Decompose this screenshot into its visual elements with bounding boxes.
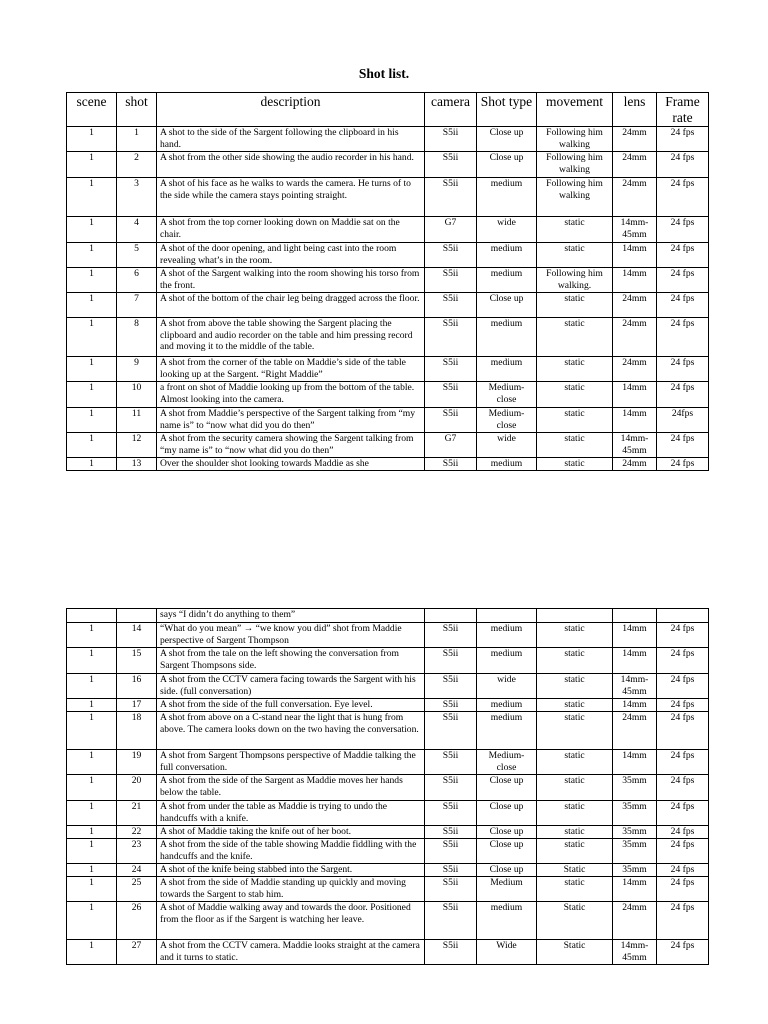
cell-scene: 1 xyxy=(67,623,117,648)
cell-lens: 14mm xyxy=(613,243,657,268)
column-header-camera: camera xyxy=(425,93,477,127)
cell-shot-type: medium xyxy=(477,178,537,217)
cell-scene: 1 xyxy=(67,243,117,268)
cell-scene: 1 xyxy=(67,775,117,801)
cell-shot: 24 xyxy=(117,864,157,877)
table-row xyxy=(67,826,709,839)
cell-lens: 14mm-45mm xyxy=(613,674,657,699)
cell-lens: 24mm xyxy=(613,293,657,318)
cell-shot: 21 xyxy=(117,801,157,826)
cell-scene: 1 xyxy=(67,382,117,408)
cell-camera: S5ii xyxy=(425,750,477,775)
cell-frame-rate: 24 fps xyxy=(657,940,709,965)
cell-frame-rate: 24 fps xyxy=(657,801,709,826)
cell-camera: S5ii xyxy=(425,864,477,877)
cell-shot: 26 xyxy=(117,902,157,940)
cell-scene: 1 xyxy=(67,268,117,293)
cell-description: A shot of the door opening, and light being cast into the room revealing what’s in the room. xyxy=(157,243,425,268)
cell-description: A shot from the security camera showing the Sargent talking from “my name is” to “now what did you do then” xyxy=(157,433,425,458)
cell-shot-type: Close up xyxy=(477,864,537,877)
cell-description: A shot from the corner of the table on Maddie’s side of the table looking up at the Sargent. “Right Maddie” xyxy=(157,357,425,382)
shot-list-table xyxy=(66,92,709,471)
cell-scene: 1 xyxy=(67,357,117,382)
cell-camera: S5ii xyxy=(425,712,477,750)
cell-frame-rate: 24 fps xyxy=(657,293,709,318)
cell-movement: static xyxy=(537,357,613,382)
cell-shot: 15 xyxy=(117,648,157,674)
cell-scene: 1 xyxy=(67,318,117,357)
cell-frame-rate: 24 fps xyxy=(657,826,709,839)
cell-shot-type: Wide xyxy=(477,940,537,965)
cell-description: A shot from the top corner looking down on Maddie sat on the chair. xyxy=(157,217,425,243)
cell-frame-rate xyxy=(657,609,709,623)
table-header-row xyxy=(67,93,709,127)
cell-lens: 24mm xyxy=(613,318,657,357)
cell-shot-type xyxy=(477,609,537,623)
cell-scene: 1 xyxy=(67,877,117,902)
table-row xyxy=(67,775,709,801)
cell-shot: 19 xyxy=(117,750,157,775)
cell-description: Over the shoulder shot looking towards Maddie as she xyxy=(157,458,425,471)
cell-lens: 24mm xyxy=(613,458,657,471)
cell-lens: 24mm xyxy=(613,178,657,217)
cell-scene: 1 xyxy=(67,674,117,699)
cell-description: A shot from above on a C-stand near the light that is hung from above. The camera looks down on the two having the conversation. xyxy=(157,712,425,750)
table-row xyxy=(67,178,709,217)
cell-frame-rate: 24 fps xyxy=(657,712,709,750)
table-row xyxy=(67,864,709,877)
cell-movement: static xyxy=(537,839,613,864)
table-row xyxy=(67,839,709,864)
cell-shot: 10 xyxy=(117,382,157,408)
cell-description: A shot of the knife being stabbed into the Sargent. xyxy=(157,864,425,877)
cell-description: A shot from the side of the table showing Maddie fiddling with the handcuffs and the knife. xyxy=(157,839,425,864)
cell-shot-type: Close up xyxy=(477,775,537,801)
cell-shot-type: Medium-close xyxy=(477,382,537,408)
cell-description: A shot of the Sargent walking into the room showing his torso from the front. xyxy=(157,268,425,293)
cell-camera: S5ii xyxy=(425,318,477,357)
cell-frame-rate: 24 fps xyxy=(657,357,709,382)
cell-frame-rate: 24 fps xyxy=(657,623,709,648)
cell-description: says “I didn’t do anything to them” xyxy=(157,609,425,623)
cell-frame-rate: 24 fps xyxy=(657,178,709,217)
cell-shot-type: medium xyxy=(477,623,537,648)
cell-description: A shot from the side of Maddie standing up quickly and moving towards the Sargent to stab him. xyxy=(157,877,425,902)
cell-shot-type: medium xyxy=(477,357,537,382)
column-header-scene: scene xyxy=(67,93,117,127)
cell-description: A shot of his face as he walks to wards the camera. He turns of to the side while the camera stays pointing straight. xyxy=(157,178,425,217)
page-title: Shot list. xyxy=(358,66,410,81)
cell-shot: 2 xyxy=(117,152,157,178)
cell-lens: 35mm xyxy=(613,839,657,864)
column-header-movement: movement xyxy=(537,93,613,127)
table-row xyxy=(67,357,709,382)
cell-scene: 1 xyxy=(67,408,117,433)
cell-movement: static xyxy=(537,699,613,712)
cell-camera: S5ii xyxy=(425,775,477,801)
cell-lens: 14mm xyxy=(613,877,657,902)
cell-movement: static xyxy=(537,243,613,268)
table-row xyxy=(67,750,709,775)
cell-shot-type: medium xyxy=(477,699,537,712)
cell-description: A shot from above the table showing the Sargent placing the clipboard and audio recorder on the table and him pressing record and moving it to the middle of the table. xyxy=(157,318,425,357)
cell-camera: S5ii xyxy=(425,243,477,268)
cell-movement: static xyxy=(537,217,613,243)
table-row xyxy=(67,293,709,318)
cell-frame-rate: 24 fps xyxy=(657,864,709,877)
cell-shot-type: Close up xyxy=(477,152,537,178)
cell-description: A shot from the other side showing the audio recorder in his hand. xyxy=(157,152,425,178)
cell-shot-type: medium xyxy=(477,712,537,750)
cell-shot: 4 xyxy=(117,217,157,243)
cell-lens: 14mm-45mm xyxy=(613,940,657,965)
cell-camera: G7 xyxy=(425,433,477,458)
cell-frame-rate: 24 fps xyxy=(657,318,709,357)
cell-shot-type: Close up xyxy=(477,801,537,826)
cell-scene: 1 xyxy=(67,648,117,674)
cell-movement: static xyxy=(537,293,613,318)
table-row xyxy=(67,318,709,357)
table-row xyxy=(67,609,709,623)
table-row xyxy=(67,648,709,674)
table-row xyxy=(67,712,709,750)
cell-movement: Following him walking xyxy=(537,127,613,152)
table-row xyxy=(67,458,709,471)
cell-movement xyxy=(537,609,613,623)
cell-shot: 20 xyxy=(117,775,157,801)
cell-shot: 14 xyxy=(117,623,157,648)
cell-description: A shot of the bottom of the chair leg being dragged across the floor. xyxy=(157,293,425,318)
cell-shot-type: wide xyxy=(477,433,537,458)
cell-shot-type: medium xyxy=(477,268,537,293)
cell-description: A shot from the side of the Sargent as Maddie moves her hands below the table. xyxy=(157,775,425,801)
cell-shot xyxy=(117,609,157,623)
cell-frame-rate: 24 fps xyxy=(657,458,709,471)
shot-list-table-continued xyxy=(66,608,709,965)
cell-scene: 1 xyxy=(67,217,117,243)
cell-description: A shot from under the table as Maddie is trying to undo the handcuffs with a knife. xyxy=(157,801,425,826)
cell-lens: 14mm xyxy=(613,382,657,408)
cell-shot-type: wide xyxy=(477,217,537,243)
cell-lens: 24mm xyxy=(613,902,657,940)
cell-lens: 14mm xyxy=(613,268,657,293)
table-row xyxy=(67,152,709,178)
cell-scene: 1 xyxy=(67,826,117,839)
cell-shot-type: Close up xyxy=(477,826,537,839)
cell-shot: 27 xyxy=(117,940,157,965)
cell-shot: 6 xyxy=(117,268,157,293)
cell-camera: S5ii xyxy=(425,408,477,433)
cell-camera: S5ii xyxy=(425,382,477,408)
cell-shot-type: Close up xyxy=(477,293,537,318)
cell-frame-rate: 24 fps xyxy=(657,152,709,178)
cell-frame-rate: 24 fps xyxy=(657,382,709,408)
column-header-description: description xyxy=(157,93,425,127)
cell-camera: S5ii xyxy=(425,178,477,217)
cell-shot: 11 xyxy=(117,408,157,433)
cell-description: a front on shot of Maddie looking up from the bottom of the table. Almost looking into the camera. xyxy=(157,382,425,408)
cell-scene: 1 xyxy=(67,712,117,750)
cell-camera: S5ii xyxy=(425,623,477,648)
cell-shot: 13 xyxy=(117,458,157,471)
cell-shot: 3 xyxy=(117,178,157,217)
cell-lens: 24mm xyxy=(613,357,657,382)
cell-camera: S5ii xyxy=(425,293,477,318)
cell-description: A shot of Maddie taking the knife out of her boot. xyxy=(157,826,425,839)
cell-lens: 14mm xyxy=(613,699,657,712)
column-header-shot: shot xyxy=(117,93,157,127)
cell-camera: S5ii xyxy=(425,648,477,674)
table-row xyxy=(67,127,709,152)
cell-description: A shot from the tale on the left showing the conversation from Sargent Thompsons side. xyxy=(157,648,425,674)
cell-camera: G7 xyxy=(425,217,477,243)
cell-description: A shot from the CCTV camera facing towards the Sargent with his side. (full conversation) xyxy=(157,674,425,699)
cell-movement: Following him walking. xyxy=(537,268,613,293)
cell-shot: 7 xyxy=(117,293,157,318)
cell-lens: 14mm xyxy=(613,623,657,648)
cell-lens xyxy=(613,609,657,623)
cell-description: A shot from Sargent Thompsons perspective of Maddie talking the full conversation. xyxy=(157,750,425,775)
cell-movement: static xyxy=(537,801,613,826)
cell-camera: S5ii xyxy=(425,839,477,864)
cell-shot-type: medium xyxy=(477,318,537,357)
cell-scene: 1 xyxy=(67,750,117,775)
cell-scene: 1 xyxy=(67,902,117,940)
cell-description: “What do you mean” → “we know you did” shot from Maddie perspective of Sargent Thompson xyxy=(157,623,425,648)
cell-frame-rate: 24 fps xyxy=(657,839,709,864)
cell-scene: 1 xyxy=(67,178,117,217)
cell-shot: 17 xyxy=(117,699,157,712)
column-header-lens: lens xyxy=(613,93,657,127)
cell-movement: Static xyxy=(537,864,613,877)
cell-scene: 1 xyxy=(67,864,117,877)
cell-lens: 14mm-45mm xyxy=(613,217,657,243)
cell-camera: S5ii xyxy=(425,801,477,826)
cell-camera xyxy=(425,609,477,623)
cell-frame-rate: 24 fps xyxy=(657,217,709,243)
table-row xyxy=(67,801,709,826)
cell-frame-rate: 24 fps xyxy=(657,674,709,699)
cell-camera: S5ii xyxy=(425,152,477,178)
cell-camera: S5ii xyxy=(425,127,477,152)
cell-shot-type: Close up xyxy=(477,839,537,864)
cell-movement: Static xyxy=(537,940,613,965)
table-row xyxy=(67,217,709,243)
cell-shot-type: Medium-close xyxy=(477,750,537,775)
cell-lens: 35mm xyxy=(613,864,657,877)
cell-scene: 1 xyxy=(67,940,117,965)
cell-frame-rate: 24 fps xyxy=(657,699,709,712)
cell-shot: 8 xyxy=(117,318,157,357)
table-row xyxy=(67,433,709,458)
cell-lens: 24mm xyxy=(613,712,657,750)
cell-shot: 25 xyxy=(117,877,157,902)
table-row xyxy=(67,243,709,268)
cell-movement: static xyxy=(537,382,613,408)
table-row xyxy=(67,902,709,940)
table-row xyxy=(67,382,709,408)
cell-shot: 1 xyxy=(117,127,157,152)
cell-scene xyxy=(67,609,117,623)
cell-frame-rate: 24 fps xyxy=(657,243,709,268)
cell-camera: S5ii xyxy=(425,357,477,382)
column-header-shot-type: Shot type xyxy=(477,93,537,127)
cell-lens: 24mm xyxy=(613,127,657,152)
column-header-frame-rate: Frame rate xyxy=(657,93,709,127)
cell-shot: 22 xyxy=(117,826,157,839)
cell-lens: 35mm xyxy=(613,775,657,801)
cell-frame-rate: 24 fps xyxy=(657,127,709,152)
cell-movement: static xyxy=(537,674,613,699)
table-row xyxy=(67,623,709,648)
cell-shot-type: wide xyxy=(477,674,537,699)
cell-shot-type: Medium xyxy=(477,877,537,902)
cell-shot: 9 xyxy=(117,357,157,382)
cell-scene: 1 xyxy=(67,433,117,458)
cell-frame-rate: 24 fps xyxy=(657,268,709,293)
cell-scene: 1 xyxy=(67,152,117,178)
cell-movement: static xyxy=(537,318,613,357)
cell-camera: S5ii xyxy=(425,940,477,965)
cell-shot: 23 xyxy=(117,839,157,864)
cell-movement: Static xyxy=(537,902,613,940)
cell-shot: 12 xyxy=(117,433,157,458)
cell-lens: 14mm xyxy=(613,750,657,775)
cell-description: A shot from Maddie’s perspective of the Sargent talking from “my name is” to “now what did you do then” xyxy=(157,408,425,433)
cell-scene: 1 xyxy=(67,801,117,826)
cell-shot: 5 xyxy=(117,243,157,268)
cell-lens: 14mm xyxy=(613,408,657,433)
cell-description: A shot of Maddie walking away and towards the door. Positioned from the floor as if the Sargent is watching her leave. xyxy=(157,902,425,940)
table-body xyxy=(67,127,709,471)
cell-movement: Following him walking xyxy=(537,152,613,178)
cell-lens: 35mm xyxy=(613,801,657,826)
cell-movement: Following him walking xyxy=(537,178,613,217)
cell-shot: 16 xyxy=(117,674,157,699)
cell-movement: static xyxy=(537,877,613,902)
cell-movement: static xyxy=(537,623,613,648)
table-row xyxy=(67,408,709,433)
cell-camera: S5ii xyxy=(425,902,477,940)
cell-shot-type: medium xyxy=(477,458,537,471)
cell-movement: static xyxy=(537,433,613,458)
cell-camera: S5ii xyxy=(425,699,477,712)
cell-scene: 1 xyxy=(67,699,117,712)
table-row xyxy=(67,268,709,293)
table-row xyxy=(67,940,709,965)
cell-camera: S5ii xyxy=(425,826,477,839)
cell-shot-type: medium xyxy=(477,243,537,268)
cell-frame-rate: 24 fps xyxy=(657,775,709,801)
cell-description: A shot from the side of the full conversation. Eye level. xyxy=(157,699,425,712)
cell-camera: S5ii xyxy=(425,458,477,471)
table-row xyxy=(67,877,709,902)
table-row xyxy=(67,699,709,712)
cell-camera: S5ii xyxy=(425,674,477,699)
cell-shot-type: medium xyxy=(477,902,537,940)
cell-frame-rate: 24 fps xyxy=(657,902,709,940)
cell-frame-rate: 24fps xyxy=(657,408,709,433)
cell-movement: static xyxy=(537,826,613,839)
cell-lens: 35mm xyxy=(613,826,657,839)
cell-movement: static xyxy=(537,775,613,801)
cell-description: A shot from the CCTV camera. Maddie looks straight at the camera and it turns to static. xyxy=(157,940,425,965)
cell-scene: 1 xyxy=(67,458,117,471)
cell-camera: S5ii xyxy=(425,877,477,902)
cell-lens: 14mm xyxy=(613,648,657,674)
cell-frame-rate: 24 fps xyxy=(657,877,709,902)
cell-movement: static xyxy=(537,458,613,471)
table-body xyxy=(67,609,709,965)
cell-description: A shot to the side of the Sargent following the clipboard in his hand. xyxy=(157,127,425,152)
cell-camera: S5ii xyxy=(425,268,477,293)
cell-scene: 1 xyxy=(67,127,117,152)
cell-movement: static xyxy=(537,408,613,433)
cell-frame-rate: 24 fps xyxy=(657,433,709,458)
cell-movement: static xyxy=(537,750,613,775)
cell-shot-type: Close up xyxy=(477,127,537,152)
cell-frame-rate: 24 fps xyxy=(657,648,709,674)
cell-movement: static xyxy=(537,648,613,674)
cell-shot-type: Medium-close xyxy=(477,408,537,433)
cell-shot: 18 xyxy=(117,712,157,750)
cell-lens: 24mm xyxy=(613,152,657,178)
cell-lens: 14mm-45mm xyxy=(613,433,657,458)
cell-movement: static xyxy=(537,712,613,750)
cell-scene: 1 xyxy=(67,293,117,318)
table-row xyxy=(67,674,709,699)
cell-shot-type: medium xyxy=(477,648,537,674)
cell-frame-rate: 24 fps xyxy=(657,750,709,775)
cell-scene: 1 xyxy=(67,839,117,864)
